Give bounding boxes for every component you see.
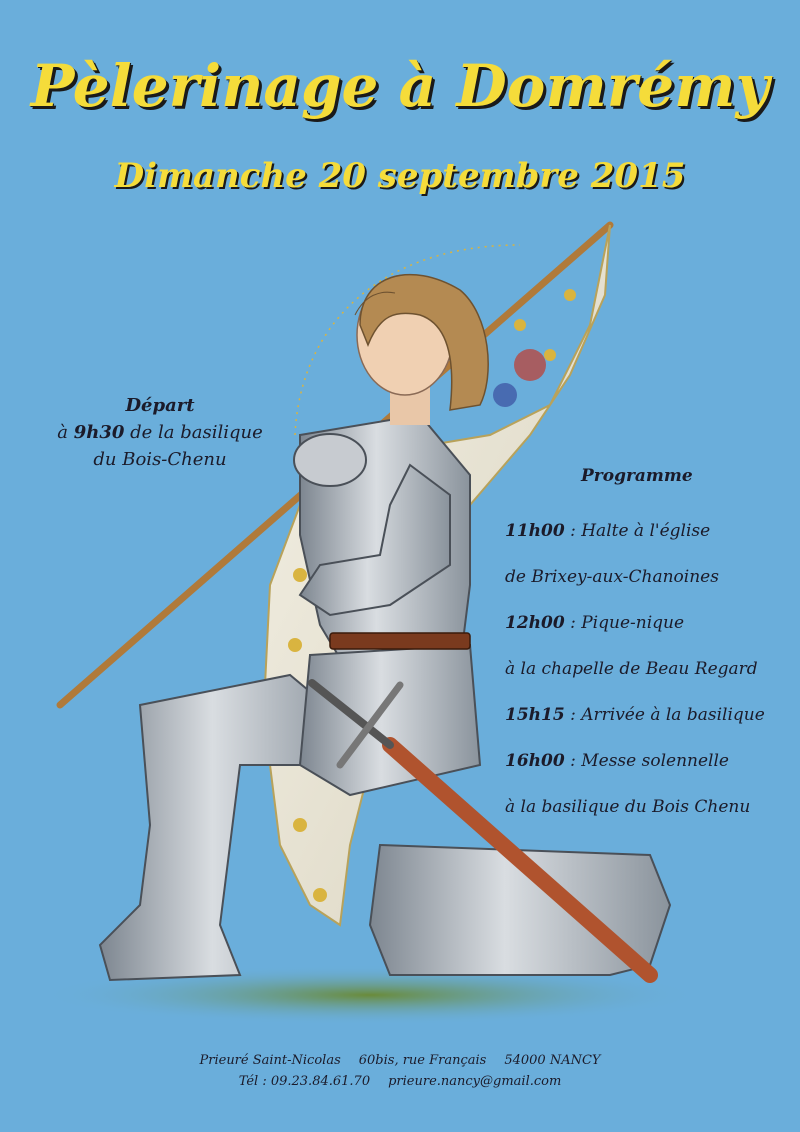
departure-time: 9h30 — [73, 422, 125, 443]
footer-city: 54000 NANCY — [504, 1053, 601, 1068]
programme-line — [505, 784, 795, 830]
programme-line — [505, 554, 795, 600]
departure-info — [40, 392, 280, 473]
armor-tassets — [300, 645, 480, 795]
footer-contact-line — [0, 1071, 800, 1092]
programme-text: Messe solennelle — [581, 751, 729, 771]
programme-time: 11h00 — [505, 521, 565, 541]
departure-place: de la basilique — [124, 422, 263, 443]
programme-line — [505, 600, 795, 646]
programme-text: à la basilique du Bois Chenu — [505, 797, 751, 817]
programme-text: de Brixey-aux-Chanoines — [505, 567, 719, 587]
footer-contact — [0, 1050, 800, 1092]
hands — [294, 434, 366, 486]
footer-org: Prieuré Saint-Nicolas — [199, 1053, 341, 1068]
belt — [330, 633, 470, 649]
programme-heading: Programme — [581, 466, 693, 486]
programme-line — [505, 738, 795, 784]
programme-text: Arrivée à la basilique — [581, 705, 765, 725]
programme-sep: : — [564, 613, 582, 633]
programme-sep: : — [564, 705, 582, 725]
departure-line-2: du Bois-Chenu — [93, 449, 227, 470]
departure-line-1 — [40, 419, 280, 446]
footer-email[interactable]: prieure.nancy@gmail.com — [388, 1074, 562, 1089]
programme-sep: : — [564, 521, 582, 541]
programme-line — [505, 646, 795, 692]
programme-line — [505, 508, 795, 554]
programme-line — [505, 692, 795, 738]
programme-text: à la chapelle de Beau Regard — [505, 659, 758, 679]
programme — [505, 466, 795, 830]
programme-time: 16h00 — [505, 751, 565, 771]
programme-text: Pique-nique — [581, 613, 685, 633]
footer-phone: Tél : 09.23.84.61.70 — [238, 1074, 371, 1089]
footer-address-line — [0, 1050, 800, 1071]
programme-time: 15h15 — [505, 705, 565, 725]
poster-date: Dimanche 20 septembre 2015 — [114, 156, 686, 196]
poster-title: Pèlerinage à Domrémy — [30, 52, 770, 120]
programme-sep: : — [564, 751, 582, 771]
programme-text: Halte à l'église — [581, 521, 711, 541]
programme-time: 12h00 — [505, 613, 565, 633]
departure-prefix: à — [57, 422, 74, 443]
footer-address: 60bis, rue Français — [358, 1053, 487, 1068]
departure-heading: Départ — [125, 395, 195, 416]
